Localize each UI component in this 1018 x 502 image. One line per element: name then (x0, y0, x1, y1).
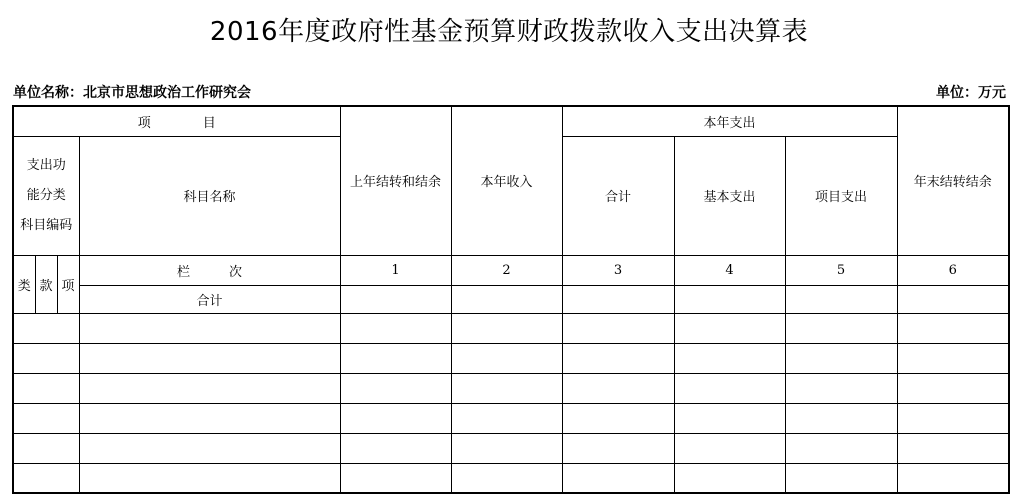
col-number-3: 3 (562, 255, 674, 285)
value-cell (785, 373, 897, 403)
name-cell (79, 433, 340, 463)
unit-label: 单位：万元 (936, 85, 1006, 101)
value-cell (451, 433, 562, 463)
report-title: 2016年度政府性基金预算财政拨款收入支出决算表 (209, 17, 809, 47)
header-project: 项目支出 (785, 136, 897, 255)
name-cell (79, 343, 340, 373)
code-cell (13, 433, 79, 463)
header-subject-name: 科目名称 (79, 136, 340, 255)
name-cell (79, 403, 340, 433)
value-cell (340, 313, 451, 343)
code-cell (13, 313, 79, 343)
value-cell (451, 343, 562, 373)
table-row (13, 313, 1009, 343)
budget-table (12, 105, 1010, 494)
value-cell (897, 433, 1009, 463)
value-cell (785, 403, 897, 433)
label-column: 栏 次 (79, 255, 340, 285)
value-cell (340, 433, 451, 463)
unit-name: 单位名称：北京市思想政治工作研究会 (13, 85, 251, 101)
header-expense-group: 本年支出 (562, 106, 897, 136)
value-cell (340, 403, 451, 433)
value-cell (340, 343, 451, 373)
header-code (13, 136, 79, 255)
value-cell (562, 403, 674, 433)
value-cell (562, 313, 674, 343)
value-cell (562, 373, 674, 403)
header-income: 本年收入 (451, 106, 562, 255)
total-cell-2 (451, 285, 562, 313)
header-code-line2: 能分类 (26, 187, 66, 203)
header-total: 合计 (562, 136, 674, 255)
code-cell (13, 463, 79, 493)
header-code-line1: 支出功 (26, 157, 66, 173)
total-cell-4 (674, 285, 785, 313)
col-number-4: 4 (674, 255, 785, 285)
value-cell (562, 433, 674, 463)
total-label: 合计 (79, 285, 340, 313)
header-item: 项 目 (13, 106, 340, 136)
col-number-2: 2 (451, 255, 562, 285)
label-xiang: 项 (57, 255, 79, 313)
table-row (13, 373, 1009, 403)
column-number-row (13, 255, 1009, 285)
value-cell (451, 463, 562, 493)
code-cell (13, 373, 79, 403)
name-cell (79, 313, 340, 343)
value-cell (897, 403, 1009, 433)
total-cell-6 (897, 285, 1009, 313)
value-cell (451, 373, 562, 403)
code-cell (13, 403, 79, 433)
header-end-balance: 年末结转结余 (897, 106, 1009, 255)
value-cell (674, 373, 785, 403)
name-cell (79, 463, 340, 493)
value-cell (897, 313, 1009, 343)
col-number-1: 1 (340, 255, 451, 285)
value-cell (451, 313, 562, 343)
table-row (13, 433, 1009, 463)
name-cell (79, 373, 340, 403)
value-cell (897, 343, 1009, 373)
value-cell (562, 463, 674, 493)
total-cell-1 (340, 285, 451, 313)
header-code-line3: 科目编码 (20, 217, 73, 233)
value-cell (785, 433, 897, 463)
col-number-5: 5 (785, 255, 897, 285)
col-number-6: 6 (897, 255, 1009, 285)
value-cell (674, 433, 785, 463)
value-cell (674, 313, 785, 343)
value-cell (340, 463, 451, 493)
value-cell (674, 463, 785, 493)
value-cell (785, 463, 897, 493)
value-cell (897, 373, 1009, 403)
header-basic: 基本支出 (674, 136, 785, 255)
value-cell (451, 403, 562, 433)
value-cell (562, 343, 674, 373)
value-cell (340, 373, 451, 403)
code-cell (13, 343, 79, 373)
header-prev-balance: 上年结转和结余 (340, 106, 451, 255)
total-cell-3 (562, 285, 674, 313)
value-cell (897, 463, 1009, 493)
value-cell (785, 343, 897, 373)
value-cell (785, 313, 897, 343)
table-row (13, 463, 1009, 493)
label-lei: 类 (13, 255, 35, 313)
total-cell-5 (785, 285, 897, 313)
label-kuan: 款 (35, 255, 57, 313)
total-row (13, 285, 1009, 313)
table-row (13, 343, 1009, 373)
table-row (13, 403, 1009, 433)
value-cell (674, 403, 785, 433)
value-cell (674, 343, 785, 373)
header-row-1 (13, 106, 1009, 136)
